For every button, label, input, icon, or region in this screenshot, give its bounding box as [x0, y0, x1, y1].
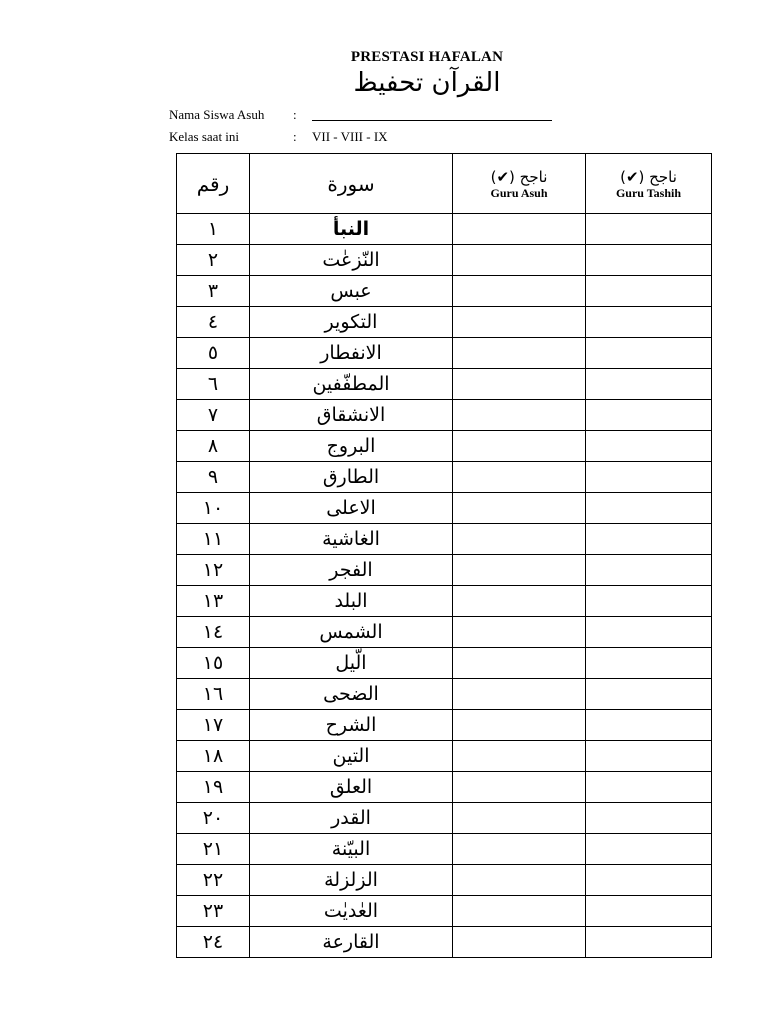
table-row	[177, 493, 712, 524]
row-number: ٧	[177, 400, 250, 431]
row-guru-asuh-checkbox[interactable]	[453, 586, 586, 617]
memorization-table	[176, 153, 712, 958]
row-surah-name: القدر	[250, 803, 453, 834]
row-surah-name: الّيل	[250, 648, 453, 679]
row-guru-asuh-checkbox[interactable]	[453, 307, 586, 338]
student-name-blank-line	[312, 120, 552, 121]
header-guru-asuh-label: Guru Asuh	[490, 185, 548, 200]
row-surah-name: الانفطار	[250, 338, 453, 369]
row-surah-name: البلد	[250, 586, 453, 617]
row-guru-tashih-checkbox[interactable]	[586, 276, 712, 307]
student-name-colon: :	[293, 107, 297, 122]
row-number: ١٧	[177, 710, 250, 741]
table-row	[177, 772, 712, 803]
row-guru-tashih-checkbox[interactable]	[586, 896, 712, 927]
row-guru-tashih-checkbox[interactable]	[586, 431, 712, 462]
header-guru-asuh-pass: ناجح (✔)	[490, 167, 548, 186]
row-surah-name: الطارق	[250, 462, 453, 493]
row-number: ١٦	[177, 679, 250, 710]
row-guru-tashih-checkbox[interactable]	[586, 307, 712, 338]
row-guru-tashih-checkbox[interactable]	[586, 865, 712, 896]
table-header-row	[177, 154, 712, 214]
row-number: ٥	[177, 338, 250, 369]
table-row	[177, 896, 712, 927]
row-guru-tashih-checkbox[interactable]	[586, 400, 712, 431]
row-guru-tashih-checkbox[interactable]	[586, 493, 712, 524]
row-surah-name: عبس	[250, 276, 453, 307]
row-guru-asuh-checkbox[interactable]	[453, 772, 586, 803]
row-guru-asuh-checkbox[interactable]	[453, 524, 586, 555]
header-guru-tashih-label: Guru Tashih	[615, 185, 682, 200]
row-guru-asuh-checkbox[interactable]	[453, 710, 586, 741]
row-guru-tashih-checkbox[interactable]	[586, 586, 712, 617]
table-row	[177, 865, 712, 896]
row-surah-name: النبأ	[250, 214, 453, 245]
row-guru-tashih-checkbox[interactable]	[586, 679, 712, 710]
row-guru-tashih-checkbox[interactable]	[586, 834, 712, 865]
table-row	[177, 338, 712, 369]
row-guru-asuh-checkbox[interactable]	[453, 493, 586, 524]
table-row	[177, 803, 712, 834]
class-label: Kelas saat ini	[169, 129, 240, 144]
row-surah-name: النّزعٰت	[250, 245, 453, 276]
table-row	[177, 834, 712, 865]
row-guru-tashih-checkbox[interactable]	[586, 369, 712, 400]
row-number: ١٩	[177, 772, 250, 803]
row-guru-asuh-checkbox[interactable]	[453, 834, 586, 865]
row-number: ٢٢	[177, 865, 250, 896]
row-number: ٢٠	[177, 803, 250, 834]
class-options: VII - VIII - IX	[312, 129, 388, 144]
table-row	[177, 586, 712, 617]
row-surah-name: البيّنة	[250, 834, 453, 865]
row-surah-name: التكوير	[250, 307, 453, 338]
row-surah-name: الضحى	[250, 679, 453, 710]
row-guru-asuh-checkbox[interactable]	[453, 214, 586, 245]
row-guru-tashih-checkbox[interactable]	[586, 338, 712, 369]
table-row	[177, 524, 712, 555]
row-number: ٢١	[177, 834, 250, 865]
row-guru-asuh-checkbox[interactable]	[453, 338, 586, 369]
row-number: ٢٣	[177, 896, 250, 927]
header-guru-tashih	[586, 154, 712, 214]
row-guru-tashih-checkbox[interactable]	[586, 648, 712, 679]
row-guru-asuh-checkbox[interactable]	[453, 896, 586, 927]
row-surah-name: العٰديٰت	[250, 896, 453, 927]
row-number: ١٢	[177, 555, 250, 586]
row-number: ١٠	[177, 493, 250, 524]
row-guru-tashih-checkbox[interactable]	[586, 524, 712, 555]
row-number: ١١	[177, 524, 250, 555]
row-surah-name: الاعلى	[250, 493, 453, 524]
row-number: ٣	[177, 276, 250, 307]
row-guru-asuh-checkbox[interactable]	[453, 648, 586, 679]
row-number: ١	[177, 214, 250, 245]
table-row	[177, 617, 712, 648]
row-guru-asuh-checkbox[interactable]	[453, 276, 586, 307]
row-number: ٩	[177, 462, 250, 493]
row-guru-asuh-checkbox[interactable]	[453, 865, 586, 896]
table-row	[177, 400, 712, 431]
row-number: ٢٤	[177, 927, 250, 958]
header-number: رقم	[177, 154, 250, 214]
row-surah-name: الانشقاق	[250, 400, 453, 431]
class-colon: :	[293, 129, 297, 144]
row-surah-name: التين	[250, 741, 453, 772]
row-surah-name: الشرح	[250, 710, 453, 741]
row-number: ٦	[177, 369, 250, 400]
row-guru-asuh-checkbox[interactable]	[453, 927, 586, 958]
header-guru-asuh	[453, 154, 586, 214]
row-number: ١٨	[177, 741, 250, 772]
row-number: ٨	[177, 431, 250, 462]
header-guru-tashih-pass: ناجح (✔)	[620, 167, 677, 186]
document-title-latin: PRESTASI HAFALAN	[350, 49, 504, 65]
table-row	[177, 431, 712, 462]
row-guru-asuh-checkbox[interactable]	[453, 462, 586, 493]
row-surah-name: الفجر	[250, 555, 453, 586]
row-guru-tashih-checkbox[interactable]	[586, 772, 712, 803]
row-guru-tashih-checkbox[interactable]	[586, 927, 712, 958]
header-surah: سورة	[250, 154, 453, 214]
row-surah-name: العلق	[250, 772, 453, 803]
row-surah-name: القارعة	[250, 927, 453, 958]
table-row	[177, 369, 712, 400]
row-surah-name: الغاشية	[250, 524, 453, 555]
table-row	[177, 245, 712, 276]
table-row	[177, 710, 712, 741]
row-surah-name: الشمس	[250, 617, 453, 648]
row-guru-asuh-checkbox[interactable]	[453, 431, 586, 462]
row-guru-asuh-checkbox[interactable]	[453, 741, 586, 772]
row-guru-tashih-checkbox[interactable]	[586, 462, 712, 493]
document-title-arabic: القرآن تحفيظ	[353, 68, 501, 98]
row-guru-asuh-checkbox[interactable]	[453, 245, 586, 276]
row-surah-name: البروج	[250, 431, 453, 462]
row-guru-asuh-checkbox[interactable]	[453, 369, 586, 400]
table-row	[177, 307, 712, 338]
row-surah-name: المطفّفين	[250, 369, 453, 400]
table-row	[177, 648, 712, 679]
row-guru-tashih-checkbox[interactable]	[586, 245, 712, 276]
row-guru-tashih-checkbox[interactable]	[586, 710, 712, 741]
row-guru-asuh-checkbox[interactable]	[453, 400, 586, 431]
row-guru-tashih-checkbox[interactable]	[586, 617, 712, 648]
table-row	[177, 276, 712, 307]
row-surah-name: الزلزلة	[250, 865, 453, 896]
table-row	[177, 679, 712, 710]
row-guru-tashih-checkbox[interactable]	[586, 803, 712, 834]
row-number: ١٣	[177, 586, 250, 617]
row-guru-tashih-checkbox[interactable]	[586, 555, 712, 586]
table-row	[177, 927, 712, 958]
row-guru-asuh-checkbox[interactable]	[453, 803, 586, 834]
row-number: ١٥	[177, 648, 250, 679]
table-row	[177, 741, 712, 772]
student-name-label: Nama Siswa Asuh	[169, 107, 265, 122]
row-guru-asuh-checkbox[interactable]	[453, 555, 586, 586]
table-row	[177, 214, 712, 245]
row-guru-asuh-checkbox[interactable]	[453, 679, 586, 710]
row-number: ٢	[177, 245, 250, 276]
row-number: ٤	[177, 307, 250, 338]
row-number: ١٤	[177, 617, 250, 648]
row-guru-tashih-checkbox[interactable]	[586, 741, 712, 772]
table-row	[177, 462, 712, 493]
row-guru-asuh-checkbox[interactable]	[453, 617, 586, 648]
row-guru-tashih-checkbox[interactable]	[586, 214, 712, 245]
table-row	[177, 555, 712, 586]
